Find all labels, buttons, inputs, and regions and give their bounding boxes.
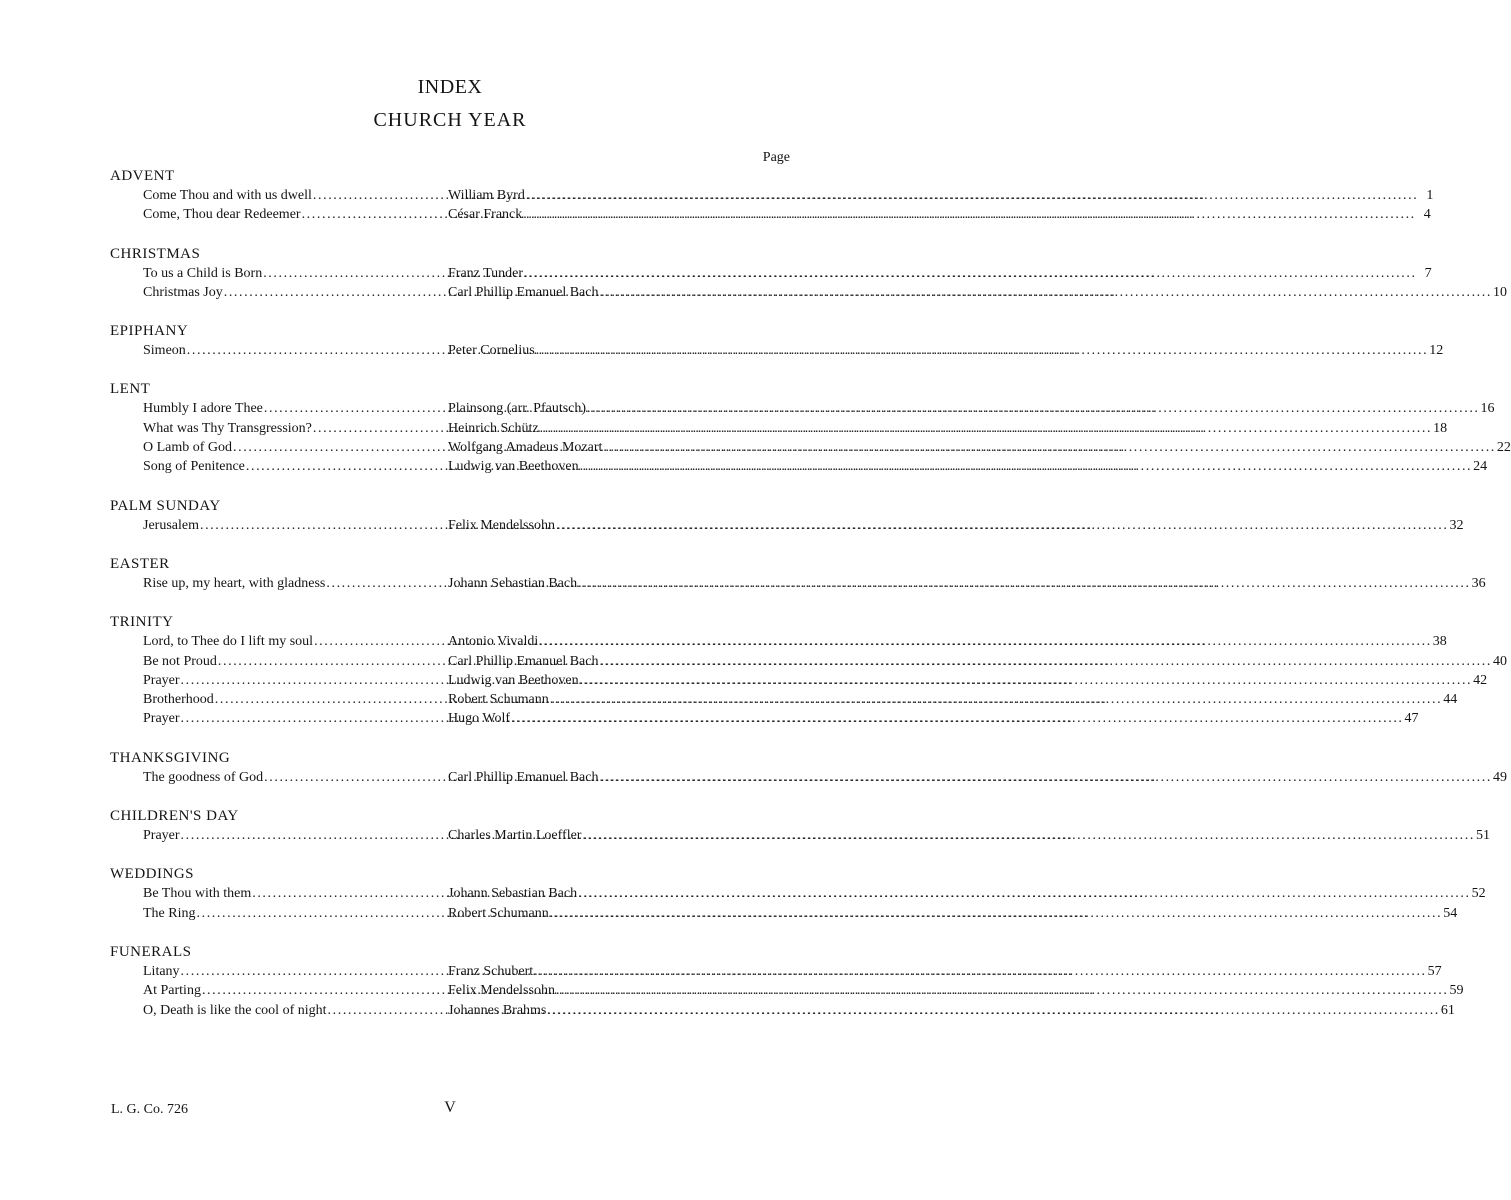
entry-page-number: 7	[1424, 265, 1432, 281]
entry-title-column	[143, 574, 448, 593]
dot-leader	[540, 419, 1433, 438]
entry-title-column	[143, 981, 448, 1000]
index-entry	[110, 1001, 1455, 1020]
index-section	[110, 322, 1444, 360]
entry-composer-column	[448, 205, 1431, 224]
entry-title-column	[143, 709, 448, 728]
entry-composer: Franz Tunder	[448, 265, 524, 281]
dot-leader	[511, 709, 1404, 728]
dot-leader	[580, 457, 1473, 476]
index-entry	[110, 419, 1448, 438]
entry-title-column	[143, 457, 448, 476]
section-heading: EASTER	[110, 555, 170, 572]
entry-title: Song of Penitence	[143, 459, 245, 475]
entry-composer-column	[448, 884, 1486, 903]
section-heading: PALM SUNDAY	[110, 497, 221, 514]
index-section	[110, 943, 1464, 1020]
entry-title: To us a Child is Born	[143, 265, 263, 281]
entry-composer-column	[448, 826, 1490, 845]
entry-composer-column	[448, 457, 1487, 476]
entry-title-column	[143, 632, 448, 651]
entry-composer: Johannes Brahms	[448, 1002, 547, 1018]
index-entry	[110, 652, 1507, 671]
dot-leader	[534, 962, 1427, 981]
entry-title: Lord, to Thee do I lift my soul	[143, 634, 314, 650]
church-year-subtitle: CHURCH YEAR	[373, 109, 527, 131]
entry-page-number: 16	[1480, 401, 1495, 417]
entry-composer-column	[448, 904, 1457, 923]
dot-leader	[556, 981, 1449, 1000]
index-entry	[110, 516, 1464, 535]
index-section	[110, 613, 1507, 728]
dot-leader	[550, 904, 1443, 923]
index-entry	[110, 709, 1419, 728]
entry-composer-column	[448, 516, 1463, 535]
entry-composer-column	[448, 632, 1447, 651]
entry-title: Be not Proud	[143, 653, 217, 669]
entry-title-column	[143, 652, 448, 671]
entry-page-number: 32	[1449, 517, 1464, 533]
entry-composer-column	[448, 768, 1507, 787]
entry-page-number: 44	[1443, 692, 1458, 708]
entry-composer: Ludwig van Beethoven	[448, 459, 579, 475]
dot-leader	[603, 438, 1496, 457]
entry-composer-column	[448, 690, 1457, 709]
entry-title-column	[143, 690, 448, 709]
section-heading: WEDDINGS	[110, 866, 194, 883]
entry-title: Rise up, my heart, with gladness	[143, 575, 326, 591]
index-entry	[110, 457, 1488, 476]
entry-title-column	[143, 962, 448, 981]
entry-title: Prayer	[143, 711, 180, 727]
index-section	[110, 380, 1511, 476]
entry-composer: Carl Phillip Emanuel Bach	[448, 653, 599, 669]
entry-title-column	[143, 884, 448, 903]
entry-page-number: 52	[1471, 886, 1486, 902]
index-section	[110, 807, 1490, 845]
index-entry	[110, 264, 1432, 283]
entry-title-column	[143, 826, 448, 845]
index-title: INDEX	[417, 76, 483, 98]
entry-composer-column	[448, 186, 1433, 205]
index-entry	[110, 690, 1458, 709]
entry-composer: Carl Phillip Emanuel Bach	[448, 284, 599, 300]
index-section	[110, 497, 1464, 535]
entry-composer-column	[448, 1001, 1455, 1020]
entry-title: O, Death is like the cool of night	[143, 1002, 327, 1018]
entry-composer: Robert Schumann	[448, 692, 549, 708]
dot-leader	[587, 399, 1480, 418]
entry-title: Litany	[143, 963, 180, 979]
entry-page-number: 22	[1496, 440, 1511, 456]
section-heading: LENT	[110, 381, 151, 398]
entry-composer: Johann Sebastian Bach	[448, 575, 578, 591]
index-entry	[110, 574, 1486, 593]
entry-title: Come Thou and with us dwell	[143, 188, 312, 203]
dot-leader	[582, 826, 1475, 845]
index-entry	[110, 671, 1488, 690]
entry-title: Prayer	[143, 828, 180, 844]
entry-composer: Wolfgang Amadeus Mozart	[448, 440, 603, 456]
entry-page-number: 40	[1492, 653, 1507, 669]
entry-composer: Felix Mendelssohn	[448, 983, 555, 999]
entry-page-number: 54	[1443, 905, 1458, 921]
entry-title-column	[143, 438, 448, 457]
index-entry	[110, 904, 1458, 923]
dot-leader	[599, 283, 1492, 302]
index-entry	[110, 438, 1511, 457]
section-heading: THANKSGIVING	[110, 749, 231, 766]
index-entry	[110, 632, 1447, 651]
entry-title: Brotherhood	[143, 692, 214, 708]
entry-title: The Ring	[143, 905, 196, 921]
entry-composer: Franz Schubert	[448, 963, 534, 979]
publisher-code: L. G. Co. 726	[111, 1102, 188, 1117]
entry-page-number: 61	[1440, 1002, 1455, 1018]
dot-leader	[578, 574, 1471, 593]
entry-composer: William Byrd	[448, 188, 525, 203]
entry-composer-column	[448, 981, 1463, 1000]
entry-page-number: 49	[1492, 769, 1507, 785]
entry-page-number: 12	[1429, 343, 1444, 359]
entry-title: Simeon	[143, 343, 186, 359]
entry-title: Prayer	[143, 672, 180, 688]
entry-title: The goodness of God	[143, 769, 264, 785]
index-section	[110, 749, 1507, 787]
entry-composer-column	[448, 264, 1432, 283]
entry-title-column	[143, 341, 448, 360]
entry-title: Come, Thou dear Redeemer	[143, 207, 301, 223]
entry-title-column	[143, 205, 448, 224]
entry-page-number: 4	[1423, 207, 1431, 223]
entry-title-column	[143, 1001, 448, 1020]
entry-title-column	[143, 186, 448, 205]
entry-page-number: 10	[1492, 284, 1507, 300]
index-entry	[110, 283, 1507, 302]
section-heading: FUNERALS	[110, 943, 192, 960]
entry-title-column	[143, 399, 448, 418]
entry-page-number: 24	[1473, 459, 1488, 475]
dot-leader	[556, 516, 1449, 535]
section-heading: CHRISTMAS	[110, 245, 201, 262]
section-heading: CHILDREN'S DAY	[110, 808, 239, 825]
index-section	[110, 245, 1507, 303]
section-heading: ADVENT	[110, 168, 175, 184]
page-column-label: Page	[762, 150, 790, 165]
entry-composer: Hugo Wolf	[448, 711, 511, 727]
dot-leader	[523, 205, 1416, 224]
entry-composer: César Franck	[448, 207, 523, 223]
index-entry	[110, 186, 1434, 205]
entry-title: Be Thou with them	[143, 886, 252, 902]
entry-title: Humbly I adore Thee	[143, 401, 263, 417]
entry-page-number: 36	[1471, 575, 1486, 591]
entry-composer-column	[448, 341, 1443, 360]
entry-page-number: 42	[1473, 672, 1488, 688]
index-section	[110, 167, 1434, 225]
index-section	[110, 865, 1486, 923]
dot-leader	[578, 884, 1471, 903]
entry-title-column	[143, 419, 448, 438]
entry-composer-column	[448, 652, 1507, 671]
entry-page-number: 1	[1426, 188, 1434, 203]
entry-composer: Peter Cornelius	[448, 343, 535, 359]
index-entry	[110, 826, 1490, 845]
entry-composer: Plainsong (arr. Pfautsch)	[448, 401, 587, 417]
entry-page-number: 57	[1427, 963, 1442, 979]
dot-leader	[550, 690, 1443, 709]
entry-page-number: 51	[1475, 828, 1490, 844]
dot-leader	[526, 186, 1419, 205]
entry-title-column	[143, 264, 448, 283]
dot-leader	[547, 1001, 1440, 1020]
entry-composer: Robert Schumann	[448, 905, 549, 921]
entry-title: What was Thy Transgression?	[143, 420, 312, 436]
index-entry	[110, 399, 1495, 418]
entry-composer: Antonio Vivaldi	[448, 634, 539, 650]
dot-leader	[524, 264, 1417, 283]
section-heading: TRINITY	[110, 614, 174, 631]
entry-composer-column	[448, 962, 1442, 981]
entry-composer: Johann Sebastian Bach	[448, 886, 578, 902]
entry-composer: Ludwig van Beethoven	[448, 672, 579, 688]
entry-composer-column	[448, 574, 1486, 593]
entry-title: O Lamb of God	[143, 440, 233, 456]
entry-composer: Felix Mendelssohn	[448, 517, 555, 533]
entry-composer: Heinrich Schütz	[448, 420, 539, 436]
entry-page-number: 47	[1404, 711, 1419, 727]
entry-title: Jerusalem	[143, 517, 199, 533]
entry-title-column	[143, 516, 448, 535]
entry-composer-column	[448, 399, 1495, 418]
dot-leader	[599, 768, 1492, 787]
index-entry	[110, 341, 1444, 360]
entry-title: At Parting	[143, 983, 201, 999]
entry-composer-column	[448, 438, 1511, 457]
dot-leader	[599, 652, 1492, 671]
index-section	[110, 555, 1486, 593]
dot-leader	[580, 671, 1473, 690]
dot-leader	[539, 632, 1432, 651]
entry-title: Christmas Joy	[143, 284, 223, 300]
entry-page-number: 38	[1432, 634, 1447, 650]
entry-composer-column	[448, 283, 1507, 302]
page-number: V	[444, 1099, 456, 1116]
entry-title-column	[143, 283, 448, 302]
entry-composer-column	[448, 671, 1487, 690]
entry-title-column	[143, 768, 448, 787]
entry-page-number: 59	[1449, 983, 1464, 999]
section-heading: EPIPHANY	[110, 323, 189, 340]
dot-leader	[536, 341, 1429, 360]
entry-title-column	[143, 904, 448, 923]
entry-composer: Carl Phillip Emanuel Bach	[448, 769, 599, 785]
index-entry	[110, 884, 1486, 903]
index-entry	[110, 981, 1464, 1000]
entry-composer-column	[448, 419, 1447, 438]
index-sections	[110, 167, 1511, 1040]
entry-page-number: 18	[1433, 420, 1448, 436]
entry-title-column	[143, 671, 448, 690]
index-entry	[110, 768, 1507, 787]
entry-composer: Charles Martin Loeffler	[448, 828, 582, 844]
entry-composer-column	[448, 709, 1419, 728]
index-entry	[110, 962, 1442, 981]
index-entry	[110, 205, 1431, 224]
